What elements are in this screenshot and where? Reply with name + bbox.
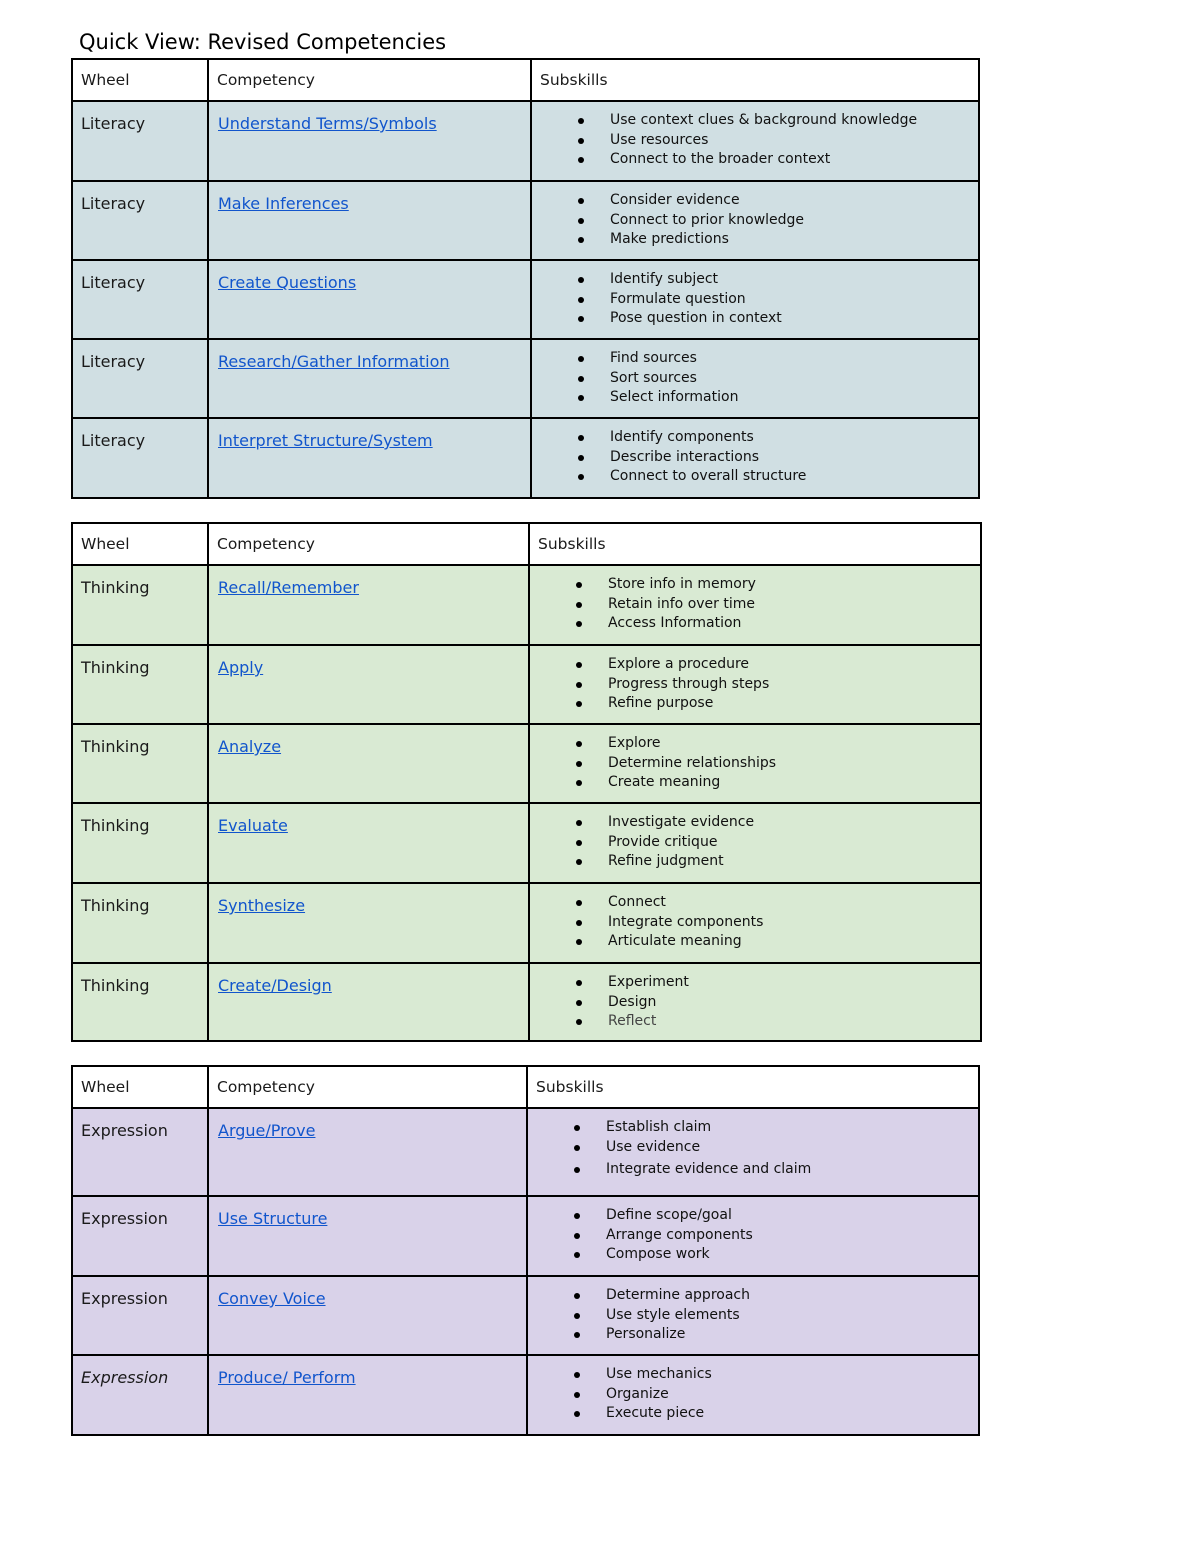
subskills-list	[530, 575, 980, 634]
list-item: Execute piece	[606, 1404, 978, 1424]
list-item: Refine purpose	[608, 694, 980, 714]
wheel-cell: Literacy	[72, 181, 208, 260]
subskills-list	[532, 349, 978, 408]
table-row	[72, 181, 979, 260]
list-item: Investigate evidence	[608, 813, 980, 833]
list-item: Store info in memory	[608, 575, 980, 595]
list-item: Make predictions	[610, 230, 978, 250]
list-item: Identify subject	[610, 270, 978, 290]
list-item: Design	[608, 993, 980, 1013]
table-header-row	[72, 523, 981, 565]
table-row	[72, 1108, 979, 1196]
subskills-list	[530, 813, 980, 872]
table-row	[72, 339, 979, 418]
list-item: Pose question in context	[610, 309, 978, 329]
header-subskills: Subskills	[527, 1066, 979, 1108]
competency-link[interactable]: Create Questions	[218, 273, 357, 292]
table-row	[72, 645, 981, 724]
wheel-cell: Expression	[72, 1196, 208, 1276]
subskills-list	[528, 1365, 978, 1424]
competency-link[interactable]: Apply	[218, 658, 264, 677]
competency-link[interactable]: Evaluate	[218, 816, 288, 835]
header-competency: Competency	[208, 59, 531, 101]
header-wheel: Wheel	[72, 1066, 208, 1108]
competency-link[interactable]: Convey Voice	[218, 1289, 326, 1308]
subskills-list	[530, 734, 980, 793]
subskills-list	[530, 973, 980, 1032]
table-row	[72, 260, 979, 339]
wheel-cell: Expression	[72, 1355, 208, 1435]
table-row	[72, 1196, 979, 1276]
list-item: Use evidence	[606, 1138, 978, 1158]
wheel-cell: Literacy	[72, 418, 208, 498]
wheel-cell: Literacy	[72, 339, 208, 418]
list-item: Use resources	[610, 131, 978, 151]
competency-link[interactable]: Synthesize	[218, 896, 306, 915]
list-item: Explore a procedure	[608, 655, 980, 675]
wheel-cell: Expression	[72, 1276, 208, 1355]
wheel-cell: Literacy	[72, 260, 208, 339]
list-item: Define scope/goal	[606, 1206, 978, 1226]
subskills-list	[528, 1206, 978, 1265]
list-item: Retain info over time	[608, 595, 980, 615]
list-item: Arrange components	[606, 1226, 978, 1246]
list-item: Determine relationships	[608, 754, 980, 774]
wheel-cell: Thinking	[72, 724, 208, 803]
subskills-list	[530, 655, 980, 714]
table-row	[72, 1276, 979, 1355]
table-row	[72, 565, 981, 645]
wheel-cell: Thinking	[72, 645, 208, 724]
wheel-cell: Expression	[72, 1108, 208, 1196]
subskills-list	[532, 191, 978, 250]
competency-link[interactable]: Use Structure	[218, 1209, 328, 1228]
list-item: Experiment	[608, 973, 980, 993]
header-wheel: Wheel	[72, 523, 208, 565]
list-item: Use context clues & background knowledge	[610, 111, 978, 131]
list-item: Create meaning	[608, 773, 980, 793]
header-competency: Competency	[208, 1066, 527, 1108]
list-item: Connect to overall structure	[610, 467, 978, 487]
list-item: Integrate components	[608, 913, 980, 933]
subskills-list	[530, 893, 980, 952]
list-item: Connect to prior knowledge	[610, 211, 978, 231]
list-item: Establish claim	[606, 1118, 978, 1138]
subskills-list	[532, 270, 978, 329]
wheel-cell: Literacy	[72, 101, 208, 181]
list-item: Identify components	[610, 428, 978, 448]
competency-link[interactable]: Research/Gather Information	[218, 352, 450, 371]
competency-link[interactable]: Understand Terms/Symbols	[218, 114, 437, 133]
list-item: Articulate meaning	[608, 932, 980, 952]
list-item: Reflect	[608, 1012, 980, 1032]
competency-link[interactable]: Analyze	[218, 737, 282, 756]
table-row	[72, 724, 981, 803]
header-subskills: Subskills	[529, 523, 981, 565]
wheel-cell: Thinking	[72, 883, 208, 963]
list-item: Consider evidence	[610, 191, 978, 211]
header-subskills: Subskills	[531, 59, 979, 101]
competency-link[interactable]: Recall/Remember	[218, 578, 359, 597]
list-item: Use style elements	[606, 1306, 978, 1326]
list-item: Use mechanics	[606, 1365, 978, 1385]
list-item: Refine judgment	[608, 852, 980, 872]
list-item: Sort sources	[610, 369, 978, 389]
table-header-row	[72, 1066, 979, 1108]
list-item: Describe interactions	[610, 448, 978, 468]
subskills-list	[528, 1118, 978, 1180]
competency-link[interactable]: Make Inferences	[218, 194, 349, 213]
list-item: Compose work	[606, 1245, 978, 1265]
list-item: Access Information	[608, 614, 980, 634]
list-item: Determine approach	[606, 1286, 978, 1306]
list-item: Explore	[608, 734, 980, 754]
list-item: Integrate evidence and claim	[606, 1160, 978, 1180]
wheel-cell: Thinking	[72, 565, 208, 645]
table-row	[72, 418, 979, 498]
list-item: Progress through steps	[608, 675, 980, 695]
list-item: Provide critique	[608, 833, 980, 853]
list-item: Organize	[606, 1385, 978, 1405]
competency-link[interactable]: Argue/Prove	[218, 1121, 316, 1140]
list-item: Select information	[610, 388, 978, 408]
list-item: Find sources	[610, 349, 978, 369]
table-row	[72, 1355, 979, 1435]
competency-link[interactable]: Create/Design	[218, 976, 332, 995]
subskills-list	[528, 1286, 978, 1345]
header-competency: Competency	[208, 523, 529, 565]
subskills-list	[532, 428, 978, 487]
table-row	[72, 963, 981, 1041]
table-row	[72, 883, 981, 963]
table-row	[72, 101, 979, 181]
expression-table	[71, 1065, 980, 1436]
literacy-table	[71, 58, 980, 499]
competency-link[interactable]: Produce/ Perform	[218, 1368, 356, 1387]
list-item: Connect to the broader context	[610, 150, 978, 170]
table-header-row	[72, 59, 979, 101]
competency-link[interactable]: Interpret Structure/System	[218, 431, 433, 450]
wheel-cell: Thinking	[72, 803, 208, 883]
subskills-list	[532, 111, 978, 170]
table-row	[72, 803, 981, 883]
list-item: Formulate question	[610, 290, 978, 310]
list-item: Connect	[608, 893, 980, 913]
thinking-table	[71, 522, 982, 1042]
wheel-cell: Thinking	[72, 963, 208, 1041]
list-item: Personalize	[606, 1325, 978, 1345]
page-title: Quick View: Revised Competencies	[79, 30, 447, 54]
header-wheel: Wheel	[72, 59, 208, 101]
